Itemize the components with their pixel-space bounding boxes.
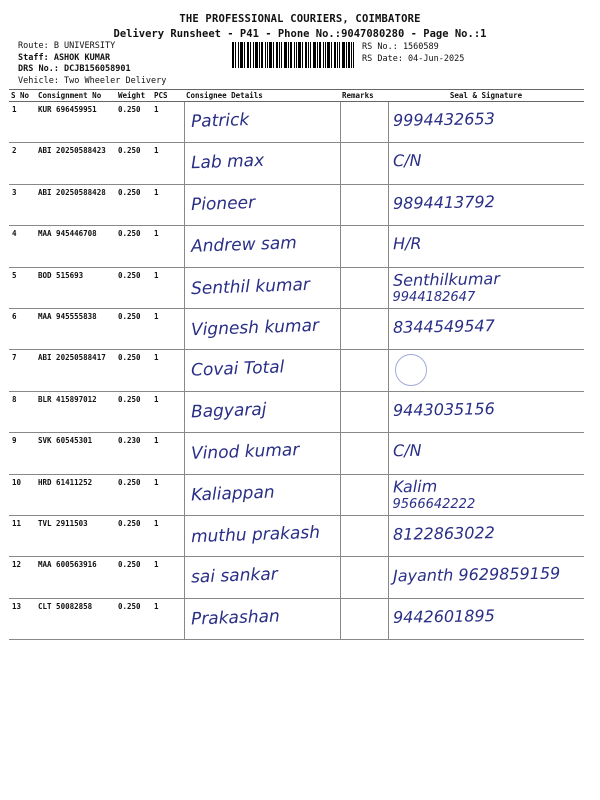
row-seal-signature: [388, 474, 584, 515]
route-info: [18, 41, 166, 87]
consignee-handwriting: Senthil kumar: [190, 274, 310, 299]
seal-handwriting: 8122863022: [392, 523, 495, 544]
table-row: [9, 184, 584, 225]
table-row: [9, 391, 584, 432]
row-pcs: 1: [152, 474, 184, 515]
row-remarks: [340, 557, 388, 598]
rs-number: RS No.: 1560589: [362, 42, 439, 52]
row-consignment-no: ABI 20250588428: [36, 184, 116, 225]
row-sno: 5: [9, 267, 36, 308]
col-consignee: Consignee Details: [184, 90, 340, 102]
row-weight: 0.250: [116, 391, 152, 432]
table-row: [9, 515, 584, 556]
col-remarks: Remarks: [340, 90, 388, 102]
table-row: [9, 226, 584, 267]
row-pcs: 1: [152, 515, 184, 556]
row-sno: 4: [9, 226, 36, 267]
row-weight: 0.250: [116, 267, 152, 308]
row-remarks: [340, 515, 388, 556]
seal-handwriting-2: 9566642222: [392, 496, 476, 512]
runsheet-table: [9, 89, 584, 640]
seal-handwriting: 9442601895: [392, 605, 495, 627]
row-consignment-no: MAA 945555838: [36, 308, 116, 349]
seal-handwriting: C/N: [392, 440, 422, 461]
table-row: [9, 267, 584, 308]
row-remarks: [340, 143, 388, 184]
table-row: [9, 557, 584, 598]
row-seal-signature: [388, 598, 584, 639]
table-row: [9, 433, 584, 474]
row-weight: 0.230: [116, 433, 152, 474]
seal-handwriting: C/N: [392, 151, 422, 171]
row-consignee: [184, 474, 340, 515]
row-weight: 0.250: [116, 143, 152, 184]
consignee-handwriting: Prakashan: [190, 606, 280, 630]
row-consignment-no: MAA 600563916: [36, 557, 116, 598]
row-remarks: [340, 350, 388, 391]
row-pcs: 1: [152, 184, 184, 225]
row-weight: 0.250: [116, 102, 152, 143]
row-consignee: [184, 515, 340, 556]
seal-handwriting: 9894413792: [392, 191, 495, 213]
route: Route: B UNIVERSITY: [18, 41, 116, 51]
company-name: THE PROFESSIONAL COURIERS, COIMBATORE: [179, 13, 421, 25]
row-consignment-no: BLR 415897012: [36, 391, 116, 432]
row-consignment-no: TVL 2911503: [36, 515, 116, 556]
row-remarks: [340, 308, 388, 349]
row-consignment-no: ABI 20250588423: [36, 143, 116, 184]
row-weight: 0.250: [116, 350, 152, 391]
row-seal-signature: [388, 226, 584, 267]
row-consignee: [184, 184, 340, 225]
col-seal: Seal & Signature: [388, 90, 584, 102]
seal-stamp: [395, 354, 427, 386]
row-consignee: [184, 226, 340, 267]
row-consignee: [184, 267, 340, 308]
row-sno: 3: [9, 184, 36, 225]
row-seal-signature: [388, 102, 584, 143]
row-sno: 1: [9, 102, 36, 143]
drs-number: DRS No.: DCJB156058901: [18, 64, 131, 74]
row-pcs: 1: [152, 557, 184, 598]
row-pcs: 1: [152, 598, 184, 639]
consignee-handwriting: Pioneer: [190, 192, 255, 215]
table-row: [9, 474, 584, 515]
seal-handwriting: 9994432653: [392, 109, 495, 130]
staff: Staff: ASHOK KUMAR: [18, 52, 111, 63]
row-remarks: [340, 226, 388, 267]
row-pcs: 1: [152, 102, 184, 143]
row-sno: 11: [9, 515, 36, 556]
consignee-handwriting: Bagyaraj: [190, 399, 267, 423]
row-remarks: [340, 102, 388, 143]
seal-handwriting: 9443035156: [392, 398, 495, 420]
row-remarks: [340, 474, 388, 515]
row-consignee: [184, 308, 340, 349]
consignee-handwriting: Patrick: [190, 109, 250, 133]
row-weight: 0.250: [116, 184, 152, 225]
row-weight: 0.250: [116, 474, 152, 515]
barcode: [232, 42, 354, 68]
table-row: [9, 308, 584, 349]
row-consignment-no: SVK 60545301: [36, 433, 116, 474]
row-pcs: 1: [152, 308, 184, 349]
table-row: [9, 102, 584, 143]
row-sno: 2: [9, 143, 36, 184]
row-seal-signature: [388, 143, 584, 184]
row-sno: 9: [9, 433, 36, 474]
table-row: [9, 143, 584, 184]
row-weight: 0.250: [116, 308, 152, 349]
row-consignee: [184, 433, 340, 474]
consignee-handwriting: Kaliappan: [190, 482, 275, 505]
col-sno: S No: [9, 90, 36, 102]
consignee-handwriting: muthu prakash: [190, 522, 320, 548]
row-seal-signature: [388, 267, 584, 308]
row-remarks: [340, 433, 388, 474]
seal-handwriting: Senthilkumar: [392, 268, 500, 290]
row-remarks: [340, 598, 388, 639]
runsheet-subtitle: Delivery Runsheet - P41 - Phone No.:9047080280 - Page No.:1: [113, 28, 487, 40]
row-consignment-no: MAA 945446708: [36, 226, 116, 267]
seal-handwriting: Jayanth 9629859159: [392, 563, 560, 586]
consignee-handwriting: sai sankar: [190, 564, 278, 588]
row-weight: 0.250: [116, 226, 152, 267]
row-seal-signature: [388, 184, 584, 225]
row-seal-signature: [388, 433, 584, 474]
row-consignment-no: ABI 20250588417: [36, 350, 116, 391]
col-weight: Weight: [116, 90, 152, 102]
row-consignee: [184, 143, 340, 184]
consignee-handwriting: Vinod kumar: [190, 440, 300, 465]
consignee-handwriting: Covai Total: [190, 357, 285, 381]
table-row: [9, 350, 584, 391]
consignee-handwriting: Lab max: [190, 151, 264, 174]
row-sno: 10: [9, 474, 36, 515]
consignee-handwriting: Andrew sam: [190, 233, 297, 258]
table-header-row: [9, 90, 584, 102]
row-remarks: [340, 267, 388, 308]
rs-info: [362, 42, 464, 65]
consignee-handwriting: Vignesh kumar: [190, 315, 319, 341]
vehicle: Vehicle: Two Wheeler Delivery: [18, 75, 167, 86]
row-sno: 6: [9, 308, 36, 349]
row-consignment-no: BOD 515693: [36, 267, 116, 308]
row-consignee: [184, 557, 340, 598]
row-consignee: [184, 598, 340, 639]
row-pcs: 1: [152, 143, 184, 184]
row-seal-signature: [388, 350, 584, 391]
row-seal-signature: [388, 308, 584, 349]
row-remarks: [340, 184, 388, 225]
row-consignee: [184, 102, 340, 143]
row-consignment-no: HRD 61411252: [36, 474, 116, 515]
row-consignment-no: KUR 696459951: [36, 102, 116, 143]
seal-handwriting: H/R: [392, 233, 422, 254]
row-weight: 0.250: [116, 515, 152, 556]
row-weight: 0.250: [116, 557, 152, 598]
table-row: [9, 598, 584, 639]
seal-handwriting: 8344549547: [392, 316, 495, 337]
col-pcs: PCS: [152, 90, 184, 102]
row-consignee: [184, 350, 340, 391]
row-pcs: 1: [152, 267, 184, 308]
row-pcs: 1: [152, 350, 184, 391]
row-pcs: 1: [152, 226, 184, 267]
seal-handwriting: Kalim: [392, 476, 437, 496]
row-pcs: 1: [152, 433, 184, 474]
row-seal-signature: [388, 391, 584, 432]
row-sno: 8: [9, 391, 36, 432]
row-seal-signature: [388, 557, 584, 598]
row-seal-signature: [388, 515, 584, 556]
row-sno: 13: [9, 598, 36, 639]
row-sno: 7: [9, 350, 36, 391]
col-consignment: Consignment No: [36, 90, 116, 102]
rs-date: RS Date: 04-Jun-2025: [362, 53, 465, 64]
row-consignee: [184, 391, 340, 432]
row-sno: 12: [9, 557, 36, 598]
row-consignment-no: CLT 50082858: [36, 598, 116, 639]
seal-handwriting-2: 9944182647: [392, 289, 476, 305]
row-remarks: [340, 391, 388, 432]
row-pcs: 1: [152, 391, 184, 432]
row-weight: 0.250: [116, 598, 152, 639]
